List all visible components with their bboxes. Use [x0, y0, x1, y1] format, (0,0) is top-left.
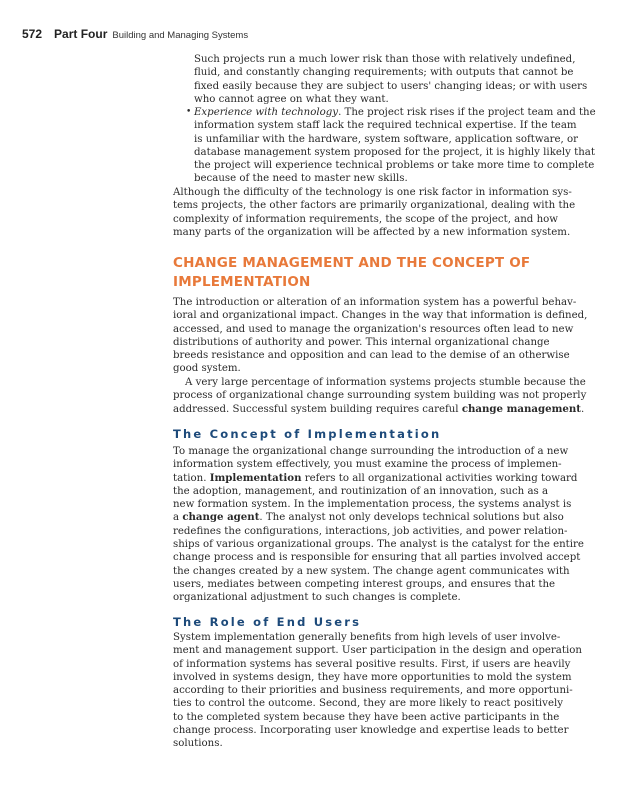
text-line: is unfamiliar with the hardware, system software, application software, or — [194, 133, 579, 145]
text-line: who cannot agree on what they want. — [194, 93, 389, 105]
top-block — [194, 53, 588, 106]
bullet-item-experience — [194, 106, 596, 186]
text-line: ment and management support. User participation in the design and operation — [173, 645, 582, 657]
text-line: involved in systems design, they have more opportunities to mold the system — [173, 671, 572, 683]
text-line: fixed easily because they are subject to users' changing ideas; or with users — [194, 80, 588, 92]
part-title: Building and Managing Systems — [112, 30, 249, 41]
text-line: change process. Incorporating user knowledge and expertise leads to better — [173, 725, 569, 737]
text-line: Such projects run a much lower risk than those with relatively undefined, — [194, 54, 576, 65]
text-line: organizational adjustment to such changes is complete. — [173, 592, 461, 604]
text-line: the changes created by a new system. The change agent communicates with — [173, 565, 570, 577]
key-term: Implementation — [209, 471, 302, 484]
text-line: tems projects, the other factors are primarily organizational, dealing with the — [173, 200, 576, 212]
paragraph-intro — [173, 296, 588, 376]
text-segment: . The analyst not only develops technical solutions but also — [259, 512, 564, 524]
text-line: solutions. — [173, 738, 223, 750]
text-line: redefines the configurations, interactions, job activities, and power relation- — [173, 525, 568, 537]
text-line: ioral and organizational impact. Changes in the way that information is defined, — [173, 310, 588, 322]
text-line: according to their priorities and business requirements, and more opportuni- — [173, 685, 573, 697]
text-line: A very large percentage of information systems projects stumble because the — [185, 377, 586, 388]
running-header — [22, 25, 248, 43]
text-segment: . — [580, 403, 585, 415]
text-segment: a — [173, 512, 183, 524]
text-line: information system effectively, you must examine the process of implemen- — [173, 459, 562, 471]
italic-term: Experience with technology — [194, 107, 339, 118]
text-line: to the completed system because they have been active participants in the — [173, 711, 560, 723]
text-line: The introduction or alteration of an information system has a powerful behav- — [173, 297, 577, 308]
text-line: database management system proposed for the project, it is highly likely that — [194, 146, 595, 158]
text-line: accessed, and used to manage the organization's resources often lead to new — [173, 323, 574, 335]
paragraph-percentage — [173, 376, 587, 416]
text-line: good system. — [173, 363, 241, 375]
text-line: the adoption, management, and routinization of an innovation, such as a — [173, 485, 549, 497]
text-line: the project will experience technical problems or take more time to complete — [194, 160, 595, 172]
part-label: Part Four — [54, 27, 108, 41]
text-line — [194, 106, 596, 119]
text-line — [173, 511, 564, 524]
text-line: Although the difficulty of the technology is one risk factor in information sys- — [173, 187, 572, 198]
text-line: many parts of the organization will be affected by a new information system. — [173, 226, 571, 238]
paragraph-end-users — [173, 631, 582, 751]
text-line: information system staff lack the required technical expertise. If the team — [194, 120, 577, 132]
text-segment: refers to all organizational activities working toward — [301, 472, 578, 484]
text-line: of information systems has several positive results. First, if users are heavily — [173, 658, 571, 670]
text-line: ships of various organizational groups. The analyst is the catalyst for the entire — [173, 539, 584, 551]
text-line: users, mediates between competing interest groups, and ensures that the — [173, 578, 556, 590]
page-number: 572 — [22, 27, 43, 41]
paragraph-concept — [173, 445, 584, 605]
text-line — [173, 402, 585, 416]
subheading-concept: The Concept of Implementation — [173, 427, 442, 441]
subheading-end-users: The Role of End Users — [173, 615, 362, 629]
text-line — [173, 471, 578, 485]
text-line: because of the need to master new skills. — [194, 173, 408, 185]
text-line: To manage the organizational change surrounding the introduction of a new — [173, 446, 569, 457]
section-heading: CHANGE MANAGEMENT AND THE CONCEPT OF IMPLEMENTATION — [173, 255, 531, 290]
text-line: change process and is responsible for ensuring that all parties involved accept — [173, 552, 581, 564]
text-line: distributions of authority and power. This internal organizational change — [173, 336, 550, 348]
text-line: ties to control the outcome. Second, they are more likely to react positively — [173, 698, 563, 710]
text-segment: . The project risk rises if the project team and the — [338, 107, 596, 118]
bullet-icon: • — [186, 107, 192, 117]
key-term: change management — [461, 402, 581, 415]
text-line: System implementation generally benefits from high levels of user involve- — [173, 632, 561, 643]
text-line: complexity of information requirements, the scope of the project, and how — [173, 213, 558, 225]
text-line: fluid, and constantly changing requirements; with outputs that cannot be — [194, 67, 574, 79]
text-segment: addressed. Successful system building requires careful — [173, 403, 462, 415]
key-term: change agent — [182, 511, 260, 524]
text-segment: tation. — [173, 472, 210, 484]
text-line: process of organizational change surrounding system building was not properly — [173, 390, 587, 402]
paragraph-difficulty — [173, 186, 576, 239]
text-line: new formation system. In the implementation process, the systems analyst is — [173, 499, 572, 511]
text-line: breeds resistance and opposition and can lead to the demise of an otherwise — [173, 350, 570, 362]
